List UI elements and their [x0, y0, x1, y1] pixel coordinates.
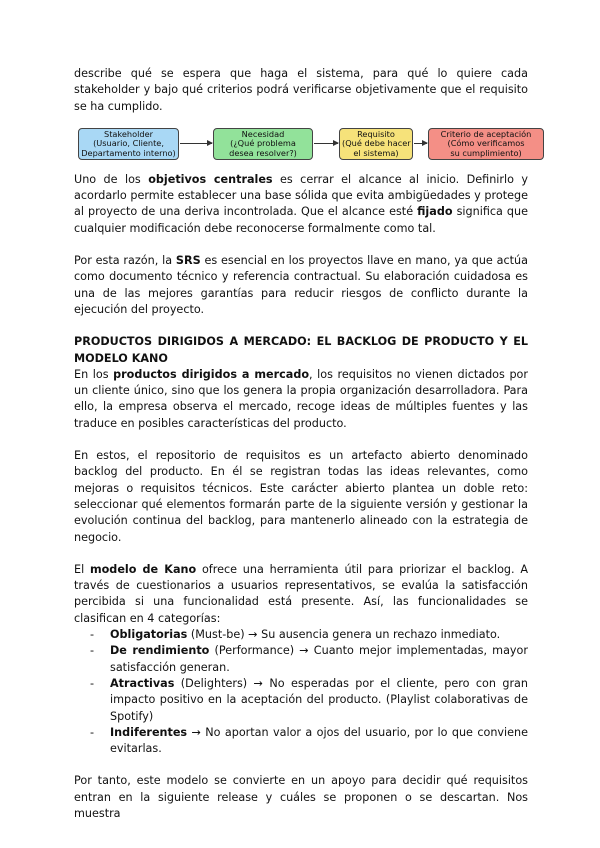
requisito-line-2: el sistema): [353, 147, 399, 158]
section-heading: PRODUCTOS DIRIGIDOS A MERCADO: EL BACKLOG DE PRODUCTO Y EL MODELO KANO: [74, 335, 528, 365]
list-item: - De rendimiento (Performance) → Cuanto mejor implementadas, mayor satisfacción generan.: [90, 644, 529, 674]
necesidad-line-1: (¿Qué problema: [230, 138, 296, 149]
list-item: - Atractivas (Delighters) → No esperadas por el cliente, pero con gran impacto positivo en la aceptación del producto. (Playlist colaborativas de Spotify): [90, 676, 528, 723]
kano-categories-list: [74, 627, 528, 757]
backlog-paragraph: En estos, el repositorio de requisitos es un artefacto abierto denominado backlog del producto. En él se registran todas las ideas relevantes, como mejoras o requisitos técnicos. Este carácter abierto plantea un doble reto: seleccionar qué elementos formarán parte de la siguiente versión y gestionar la evolución continua del backlog, para mantenerlo alineado con la estrategia de negocio.: [74, 449, 528, 544]
criterio-title: Criterio de aceptación: [440, 128, 532, 139]
requisito-line-1: (Qué debe hacer: [342, 138, 411, 149]
conclusion-paragraph: Por tanto, este modelo se convierte en un apoyo para decidir qué requisitos entran en la siguiente release y cuáles se proponen o se descartan. Nos muestra: [74, 774, 528, 820]
requirements-flow-diagram: [78, 128, 532, 172]
flow-arrow-2: [314, 143, 338, 144]
necesidad-box: [213, 128, 313, 160]
srs-paragraph: Por esta razón, la SRS es esencial en los proyectos llave en mano, ya que actúa como documento técnico y referencia contractual. Su elaboración cuidadosa es una de las mejores garantías para reducir riesgos de conflicto durante la ejecución del proyecto.: [74, 254, 528, 316]
stakeholder-title: Stakeholder: [104, 128, 153, 139]
list-item: - Indiferentes → No aportan valor a ojos del usuario, por lo que conviene evitarlas.: [90, 725, 528, 756]
necesidad-line-2: desea resolver?): [229, 147, 297, 158]
stakeholder-box: [78, 128, 179, 160]
mercado-bold: productos dirigidos a mercado: [113, 367, 310, 381]
requisito-title: Requisito: [357, 128, 395, 139]
document-page: [74, 66, 532, 822]
objetivos-bold: objetivos centrales: [148, 172, 273, 186]
criterio-box: [428, 128, 544, 160]
stakeholder-line-1: (Usuario, Cliente,: [93, 138, 164, 149]
stakeholder-line-2: Departamento interno): [81, 147, 176, 158]
criterio-line-1: (Cómo verificamos: [447, 138, 525, 149]
kano-paragraph: El modelo de Kano ofrece una herramienta útil para priorizar el backlog. A través de cuestionarios a usuarios representativos, se evalúa la satisfacción percibida si una funcionalidad está presente. Así, las funcionalidades se clasifican en 4 categorías:: [74, 562, 529, 625]
list-item: - Obligatorias (Must-be) → Su ausencia genera un rechazo inmediato.: [90, 628, 501, 642]
fijado-bold: fijado: [417, 205, 453, 219]
necesidad-title: Necesidad: [241, 128, 285, 139]
kano-bold: modelo de Kano: [89, 562, 197, 576]
flow-arrow-1: [180, 143, 212, 144]
flow-arrow-3: [414, 143, 427, 144]
objetivos-paragraph: Uno de los objetivos centrales es cerrar el alcance al inicio. Definirlo y acordarlo permite establecer una base sólida que evita ambigüedades y protege al proyecto de una deriva incontrolada. Que el alcance esté fijado significa que cualquier modificación debe reconocerse formalmente como tal.: [74, 172, 529, 235]
requisito-box: [339, 128, 413, 160]
intro-paragraph: describe qué se espera que haga el sistema, para qué lo quiere cada stakeholder y bajo qué criterios podrá verificarse objetivamente que el requisito se ha cumplido.: [74, 67, 528, 113]
mercado-paragraph: En los productos dirigidos a mercado, los requisitos no vienen dictados por un cliente único, sino que los genera la propia organización desarrolladora. Para ello, la empresa observa el mercado, recoge ideas de múltiples fuentes y las traduce en posibles características del producto.: [74, 367, 528, 430]
criterio-line-2: su cumplimiento): [450, 147, 522, 158]
srs-bold: SRS: [175, 254, 201, 268]
